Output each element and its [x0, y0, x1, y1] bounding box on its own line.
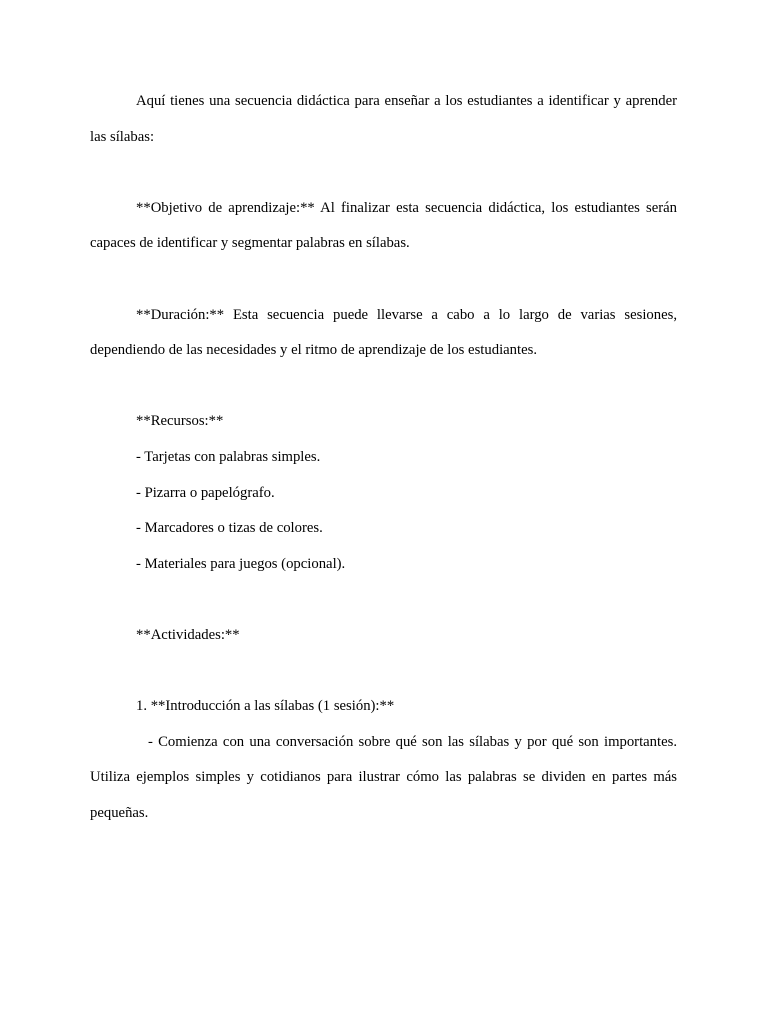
resource-item: - Materiales para juegos (opcional). — [136, 555, 346, 572]
resource-item: - Pizarra o papelógrafo. — [136, 484, 275, 501]
paragraph-gap — [90, 654, 677, 690]
paragraph-gap — [90, 262, 677, 298]
resources-heading: **Recursos:** — [136, 413, 224, 430]
activity-1-paragraph: - Comienza con una conversación sobre qué son las sílabas y por qué son importantes. Utiliza ejemplos simples y cotidianos para ilustrar cómo las palabras se dividen en partes más pequeñas. — [90, 733, 677, 821]
paragraph-gap — [90, 369, 677, 405]
resource-item: - Marcadores o tizas de colores. — [136, 520, 323, 537]
activities-heading: **Actividades:** — [136, 626, 240, 643]
activity-1-heading: 1. **Introducción a las sílabas (1 sesión):** — [136, 698, 395, 715]
paragraph-gap — [90, 155, 677, 191]
duration-paragraph: **Duración:** Esta secuencia puede llevarse a cabo a lo largo de varias sesiones, dependiendo de las necesidades y el ritmo de aprendizaje de los estudiantes. — [90, 306, 677, 359]
intro-paragraph: Aquí tienes una secuencia didáctica para enseñar a los estudiantes a identificar y aprender las sílabas: — [90, 93, 677, 145]
paragraph-gap — [90, 582, 677, 618]
resource-item: - Tarjetas con palabras simples. — [136, 448, 321, 465]
document-body — [90, 84, 677, 831]
objective-paragraph: **Objetivo de aprendizaje:** Al finalizar esta secuencia didáctica, los estudiantes serán capaces de identificar y segmentar palabras en sílabas. — [90, 199, 677, 252]
